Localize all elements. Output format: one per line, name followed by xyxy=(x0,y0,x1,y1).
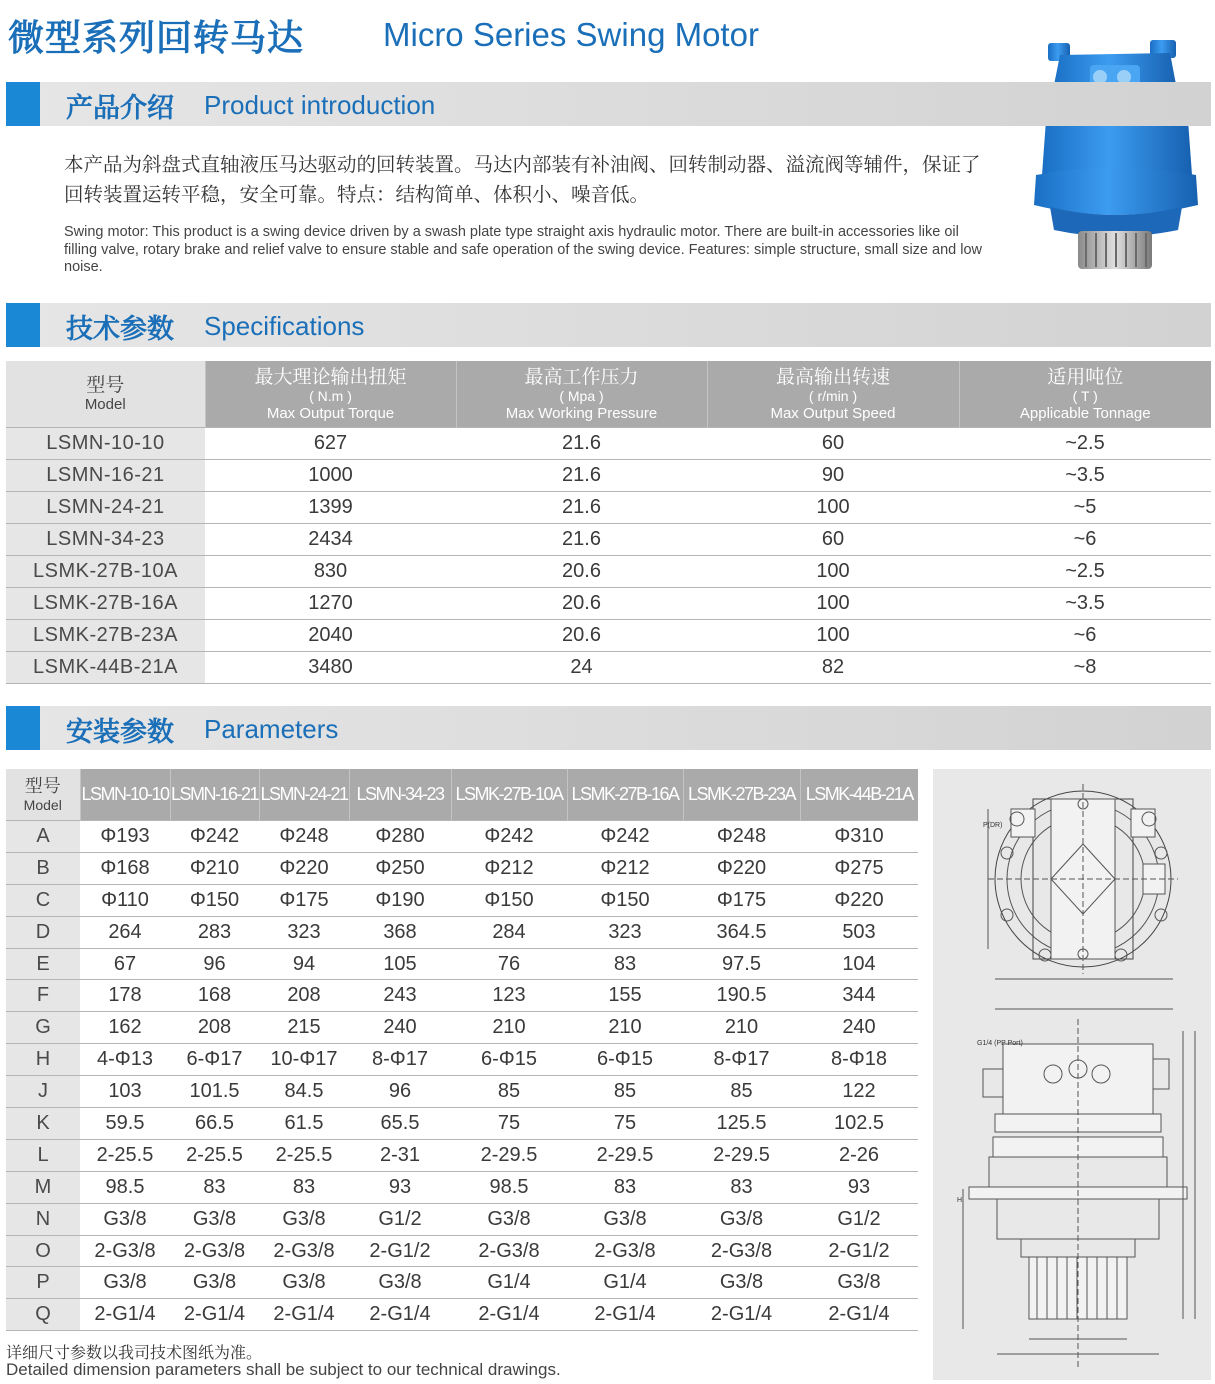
section-bar-intro xyxy=(6,82,1211,126)
spec-header-tonnage xyxy=(959,361,1211,428)
param-value-cell: G3/8 xyxy=(80,1203,170,1235)
param-value-cell: G3/8 xyxy=(349,1267,451,1299)
param-value-cell: G1/4 xyxy=(567,1267,683,1299)
header-cn: 最大理论输出扭矩 xyxy=(254,365,407,388)
spec-value-cell: 830 xyxy=(205,556,456,588)
spec-value-cell: 1000 xyxy=(205,460,456,492)
param-value-cell: 8-Φ18 xyxy=(800,1044,918,1076)
header-unit: ( Mpa ) xyxy=(559,387,604,404)
param-table-row xyxy=(6,1267,918,1299)
spec-header-model xyxy=(6,361,205,428)
param-key-cell: O xyxy=(6,1235,80,1267)
param-value-cell: 210 xyxy=(451,1012,567,1044)
param-value-cell: 243 xyxy=(349,980,451,1012)
param-table-row xyxy=(6,1044,918,1076)
spec-model-cell: LSMK-27B-10A xyxy=(6,556,205,588)
spec-value-cell: 100 xyxy=(707,588,959,620)
param-value-cell: 85 xyxy=(683,1076,800,1108)
param-table-row xyxy=(6,884,918,916)
spec-value-cell: 3480 xyxy=(205,652,456,684)
param-value-cell: 2-G3/8 xyxy=(170,1235,259,1267)
param-key-cell: Q xyxy=(6,1299,80,1331)
param-value-cell: 162 xyxy=(80,1012,170,1044)
param-value-cell: 323 xyxy=(259,916,349,948)
spec-value-cell: 20.6 xyxy=(456,588,707,620)
param-value-cell: 102.5 xyxy=(800,1108,918,1140)
spec-value-cell: 60 xyxy=(707,428,959,460)
param-value-cell: Φ280 xyxy=(349,821,451,853)
param-key-cell: M xyxy=(6,1171,80,1203)
param-value-cell: 2-G1/4 xyxy=(170,1299,259,1331)
param-value-cell: Φ210 xyxy=(170,852,259,884)
param-header-row xyxy=(6,769,918,821)
spec-header-pressure xyxy=(456,361,707,428)
spec-table-row xyxy=(6,652,1211,684)
section-title-en: Parameters xyxy=(204,714,339,744)
param-value-cell: Φ168 xyxy=(80,852,170,884)
param-value-cell: G3/8 xyxy=(170,1267,259,1299)
param-value-cell: 10-Φ17 xyxy=(259,1044,349,1076)
param-value-cell: 2-G3/8 xyxy=(567,1235,683,1267)
param-value-cell: 2-G1/4 xyxy=(683,1299,800,1331)
spec-value-cell: 100 xyxy=(707,492,959,524)
param-value-cell: 2-G1/4 xyxy=(451,1299,567,1331)
param-value-cell: 83 xyxy=(567,948,683,980)
param-value-cell: 6-Φ15 xyxy=(451,1044,567,1076)
param-value-cell: 2-G3/8 xyxy=(451,1235,567,1267)
technical-drawing xyxy=(933,769,1211,1380)
header-cn: 适用吨位 xyxy=(1047,365,1124,388)
param-value-cell: 85 xyxy=(567,1076,683,1108)
spec-value-cell: ~3.5 xyxy=(959,588,1211,620)
param-key-cell: H xyxy=(6,1044,80,1076)
param-value-cell: 98.5 xyxy=(80,1171,170,1203)
drawing-label-h: H xyxy=(957,1197,963,1204)
intro-text-en: Swing motor: This product is a swing device driven by a swash plate type straight axis hydraulic motor. There are built-in accessories like oil filling valve, rotary brake and relief valve to ensure stable and safe operation of the swing device. Features: simple structure, small size and low noise. xyxy=(64,224,982,275)
page-title-en: Micro Series Swing Motor xyxy=(383,16,759,53)
param-value-cell: 103 xyxy=(80,1076,170,1108)
param-table-row xyxy=(6,1299,918,1331)
param-key-cell: N xyxy=(6,1203,80,1235)
param-value-cell: G3/8 xyxy=(683,1267,800,1299)
param-value-cell: 83 xyxy=(683,1171,800,1203)
spec-value-cell: ~8 xyxy=(959,652,1211,684)
param-key-cell: K xyxy=(6,1108,80,1140)
spec-value-cell: ~6 xyxy=(959,620,1211,652)
section-title-cn: 产品介绍 xyxy=(66,93,174,124)
param-value-cell: 75 xyxy=(567,1108,683,1140)
param-value-cell: 2-G1/4 xyxy=(349,1299,451,1331)
spec-value-cell: 60 xyxy=(707,524,959,556)
param-value-cell: 2-G1/4 xyxy=(567,1299,683,1331)
footnote-cn: 详细尺寸参数以我司技术图纸为准。 xyxy=(6,1343,263,1362)
param-value-cell: 323 xyxy=(567,916,683,948)
param-value-cell: 104 xyxy=(800,948,918,980)
param-value-cell: 2-G1/2 xyxy=(800,1235,918,1267)
param-header-model-name: LSMK-27B-23A xyxy=(683,769,800,821)
param-value-cell: 2-26 xyxy=(800,1139,918,1171)
param-value-cell: 2-29.5 xyxy=(683,1139,800,1171)
param-value-cell: 93 xyxy=(800,1171,918,1203)
param-table-row xyxy=(6,1203,918,1235)
param-value-cell: 2-G3/8 xyxy=(259,1235,349,1267)
spec-value-cell: 627 xyxy=(205,428,456,460)
swing-motor-image xyxy=(1020,25,1210,275)
param-value-cell: 208 xyxy=(259,980,349,1012)
param-header-model-name: LSMK-44B-21A xyxy=(800,769,918,821)
param-value-cell: 96 xyxy=(170,948,259,980)
param-value-cell: Φ220 xyxy=(259,852,349,884)
section-title-en: Product introduction xyxy=(204,90,436,120)
section-bar-params xyxy=(6,706,1211,750)
param-table-row xyxy=(6,948,918,980)
param-value-cell: 98.5 xyxy=(451,1171,567,1203)
param-value-cell: Φ248 xyxy=(683,821,800,853)
spec-value-cell: 21.6 xyxy=(456,428,707,460)
param-value-cell: 125.5 xyxy=(683,1108,800,1140)
param-table-row xyxy=(6,1171,918,1203)
param-value-cell: 4-Φ13 xyxy=(80,1044,170,1076)
spec-value-cell: 1399 xyxy=(205,492,456,524)
param-value-cell: 240 xyxy=(800,1012,918,1044)
header-cn: 型号 xyxy=(86,374,125,396)
param-value-cell: 2-G1/2 xyxy=(349,1235,451,1267)
header-cn: 型号 xyxy=(24,775,61,797)
param-value-cell: 2-G3/8 xyxy=(683,1235,800,1267)
param-value-cell: 2-G1/4 xyxy=(80,1299,170,1331)
param-table-row xyxy=(6,1139,918,1171)
spec-value-cell: 24 xyxy=(456,652,707,684)
spec-table-row xyxy=(6,524,1211,556)
param-value-cell: Φ220 xyxy=(683,852,800,884)
spec-value-cell: 90 xyxy=(707,460,959,492)
param-value-cell: 2-25.5 xyxy=(80,1139,170,1171)
param-value-cell: Φ150 xyxy=(170,884,259,916)
spec-table-row xyxy=(6,588,1211,620)
param-value-cell: G3/8 xyxy=(80,1267,170,1299)
param-value-cell: 364.5 xyxy=(683,916,800,948)
param-value-cell: 2-31 xyxy=(349,1139,451,1171)
param-value-cell: 96 xyxy=(349,1076,451,1108)
param-key-cell: B xyxy=(6,852,80,884)
param-value-cell: Φ175 xyxy=(259,884,349,916)
param-value-cell: 101.5 xyxy=(170,1076,259,1108)
param-value-cell: 2-G3/8 xyxy=(80,1235,170,1267)
param-value-cell: 8-Φ17 xyxy=(683,1044,800,1076)
param-value-cell: 67 xyxy=(80,948,170,980)
param-value-cell: 503 xyxy=(800,916,918,948)
param-value-cell: 59.5 xyxy=(80,1108,170,1140)
param-value-cell: 210 xyxy=(683,1012,800,1044)
param-value-cell: 75 xyxy=(451,1108,567,1140)
section-accent xyxy=(6,82,40,126)
param-value-cell: G3/8 xyxy=(451,1203,567,1235)
param-value-cell: G1/2 xyxy=(349,1203,451,1235)
spec-model-cell: LSMN-34-23 xyxy=(6,524,205,556)
param-value-cell: 122 xyxy=(800,1076,918,1108)
spec-header-torque xyxy=(205,361,456,428)
param-value-cell: 368 xyxy=(349,916,451,948)
param-value-cell: Φ242 xyxy=(567,821,683,853)
drawing-label-pdr: P(DR) xyxy=(983,822,1003,829)
param-header-model-name: LSMK-27B-16A xyxy=(567,769,683,821)
page-title-cn: 微型系列回转马达 xyxy=(8,18,305,59)
param-value-cell: 105 xyxy=(349,948,451,980)
param-value-cell: 168 xyxy=(170,980,259,1012)
spec-model-cell: LSMN-10-10 xyxy=(6,428,205,460)
drawing-label-pp: G1/4 (PP Port) xyxy=(977,1040,1023,1047)
param-value-cell: 155 xyxy=(567,980,683,1012)
param-table-row xyxy=(6,1235,918,1267)
param-value-cell: 65.5 xyxy=(349,1108,451,1140)
param-value-cell: G1/2 xyxy=(800,1203,918,1235)
param-value-cell: 123 xyxy=(451,980,567,1012)
param-table-row xyxy=(6,821,918,853)
param-key-cell: A xyxy=(6,821,80,853)
param-value-cell: 83 xyxy=(259,1171,349,1203)
param-key-cell: P xyxy=(6,1267,80,1299)
param-key-cell: G xyxy=(6,1012,80,1044)
param-value-cell: G1/4 xyxy=(451,1267,567,1299)
param-value-cell: Φ190 xyxy=(349,884,451,916)
param-value-cell: 190.5 xyxy=(683,980,800,1012)
spec-value-cell: ~5 xyxy=(959,492,1211,524)
footnote-en: Detailed dimension parameters shall be subject to our technical drawings. xyxy=(6,1360,561,1379)
param-header-model-name: LSMN-34-23 xyxy=(349,769,451,821)
parameters-table xyxy=(6,769,918,1331)
section-bar-spec xyxy=(6,303,1211,347)
param-table-row xyxy=(6,852,918,884)
param-value-cell: Φ150 xyxy=(451,884,567,916)
section-title-cn: 技术参数 xyxy=(66,314,174,345)
section-accent xyxy=(6,706,40,750)
header-unit: ( N.m ) xyxy=(309,387,352,404)
spec-table-row xyxy=(6,492,1211,524)
param-value-cell: 240 xyxy=(349,1012,451,1044)
header-cn: 最高工作压力 xyxy=(524,365,639,388)
param-value-cell: Φ150 xyxy=(567,884,683,916)
spec-value-cell: ~2.5 xyxy=(959,556,1211,588)
param-value-cell: 264 xyxy=(80,916,170,948)
param-value-cell: Φ242 xyxy=(451,821,567,853)
param-value-cell: Φ212 xyxy=(567,852,683,884)
param-table-row xyxy=(6,916,918,948)
param-header-model-name: LSMK-27B-10A xyxy=(451,769,567,821)
param-value-cell: G3/8 xyxy=(683,1203,800,1235)
spec-value-cell: 21.6 xyxy=(456,524,707,556)
spec-value-cell: 2040 xyxy=(205,620,456,652)
section-title-en: Specifications xyxy=(204,311,365,341)
header-en: Model xyxy=(23,796,62,813)
param-table-row xyxy=(6,1012,918,1044)
param-value-cell: G3/8 xyxy=(259,1203,349,1235)
param-key-cell: F xyxy=(6,980,80,1012)
spec-value-cell: 100 xyxy=(707,620,959,652)
spec-table-row xyxy=(6,556,1211,588)
param-value-cell: 344 xyxy=(800,980,918,1012)
param-value-cell: Φ250 xyxy=(349,852,451,884)
spec-table-row xyxy=(6,460,1211,492)
param-value-cell: 83 xyxy=(567,1171,683,1203)
spec-value-cell: ~2.5 xyxy=(959,428,1211,460)
param-value-cell: 66.5 xyxy=(170,1108,259,1140)
param-table-row xyxy=(6,980,918,1012)
param-header-model-name: LSMN-10-10 xyxy=(80,769,170,821)
param-value-cell: 2-25.5 xyxy=(170,1139,259,1171)
param-header-model xyxy=(6,769,80,821)
param-value-cell: 284 xyxy=(451,916,567,948)
spec-value-cell: 20.6 xyxy=(456,556,707,588)
param-value-cell: Φ212 xyxy=(451,852,567,884)
param-key-cell: J xyxy=(6,1076,80,1108)
param-value-cell: 2-29.5 xyxy=(451,1139,567,1171)
param-value-cell: 85 xyxy=(451,1076,567,1108)
param-value-cell: 283 xyxy=(170,916,259,948)
param-value-cell: 97.5 xyxy=(683,948,800,980)
param-value-cell: 61.5 xyxy=(259,1108,349,1140)
param-value-cell: 215 xyxy=(259,1012,349,1044)
param-value-cell: 2-G1/4 xyxy=(259,1299,349,1331)
spec-value-cell: 100 xyxy=(707,556,959,588)
header-en: Max Working Pressure xyxy=(505,404,658,422)
spec-model-cell: LSMK-27B-16A xyxy=(6,588,205,620)
param-value-cell: G3/8 xyxy=(259,1267,349,1299)
param-value-cell: 208 xyxy=(170,1012,259,1044)
param-value-cell: 84.5 xyxy=(259,1076,349,1108)
spec-table-row xyxy=(6,620,1211,652)
param-value-cell: 210 xyxy=(567,1012,683,1044)
param-table-body xyxy=(6,821,918,1331)
spec-value-cell: 21.6 xyxy=(456,460,707,492)
param-value-cell: 2-29.5 xyxy=(567,1139,683,1171)
header-en: Applicable Tonnage xyxy=(1019,404,1151,422)
param-value-cell: 178 xyxy=(80,980,170,1012)
param-header-model-name: LSMN-16-21 xyxy=(170,769,259,821)
spec-value-cell: ~6 xyxy=(959,524,1211,556)
header-unit: ( r/min ) xyxy=(808,387,858,404)
param-value-cell: G3/8 xyxy=(567,1203,683,1235)
param-value-cell: Φ110 xyxy=(80,884,170,916)
spec-model-cell: LSMK-44B-21A xyxy=(6,652,205,684)
param-value-cell: G3/8 xyxy=(170,1203,259,1235)
param-value-cell: 2-25.5 xyxy=(259,1139,349,1171)
param-value-cell: 6-Φ17 xyxy=(170,1044,259,1076)
header-en: Max Output Speed xyxy=(770,404,896,422)
spec-table-row xyxy=(6,428,1211,460)
spec-model-cell: LSMN-16-21 xyxy=(6,460,205,492)
header-cn: 最高输出转速 xyxy=(775,365,890,388)
spec-model-cell: LSMN-24-21 xyxy=(6,492,205,524)
intro-text-cn: 本产品为斜盘式直轴液压马达驱动的回转装置。马达内部装有补油阀、回转制动器、溢流阀等辅件，保证了回转装置运转平稳，安全可靠。特点：结构简单、体积小、噪音低。 xyxy=(64,153,981,206)
spec-table xyxy=(6,361,1211,684)
spec-value-cell: ~3.5 xyxy=(959,460,1211,492)
header-en: Model xyxy=(84,396,126,413)
param-value-cell: 6-Φ15 xyxy=(567,1044,683,1076)
param-header-model-name: LSMN-24-21 xyxy=(259,769,349,821)
spec-value-cell: 21.6 xyxy=(456,492,707,524)
param-value-cell: Φ175 xyxy=(683,884,800,916)
param-value-cell: 83 xyxy=(170,1171,259,1203)
spec-table-body xyxy=(6,428,1211,684)
param-value-cell: Φ242 xyxy=(170,821,259,853)
spec-header-speed xyxy=(707,361,959,428)
param-value-cell: Φ248 xyxy=(259,821,349,853)
spec-value-cell: 20.6 xyxy=(456,620,707,652)
param-key-cell: D xyxy=(6,916,80,948)
param-value-cell: 94 xyxy=(259,948,349,980)
spec-header-row xyxy=(6,361,1211,428)
param-key-cell: L xyxy=(6,1139,80,1171)
section-title-cn: 安装参数 xyxy=(66,717,174,748)
param-value-cell: Φ193 xyxy=(80,821,170,853)
spec-value-cell: 1270 xyxy=(205,588,456,620)
param-value-cell: Φ310 xyxy=(800,821,918,853)
param-value-cell: 8-Φ17 xyxy=(349,1044,451,1076)
header-en: Max Output Torque xyxy=(266,404,395,422)
param-value-cell: 93 xyxy=(349,1171,451,1203)
param-value-cell: Φ220 xyxy=(800,884,918,916)
param-key-cell: E xyxy=(6,948,80,980)
spec-value-cell: 2434 xyxy=(205,524,456,556)
param-table-row xyxy=(6,1076,918,1108)
spec-value-cell: 82 xyxy=(707,652,959,684)
param-key-cell: C xyxy=(6,884,80,916)
param-value-cell: 76 xyxy=(451,948,567,980)
param-value-cell: Φ275 xyxy=(800,852,918,884)
spec-model-cell: LSMK-27B-23A xyxy=(6,620,205,652)
param-value-cell: G3/8 xyxy=(800,1267,918,1299)
header-unit: ( T ) xyxy=(1072,387,1098,404)
section-accent xyxy=(6,303,40,347)
param-table-row xyxy=(6,1108,918,1140)
param-value-cell: 2-G1/4 xyxy=(800,1299,918,1331)
